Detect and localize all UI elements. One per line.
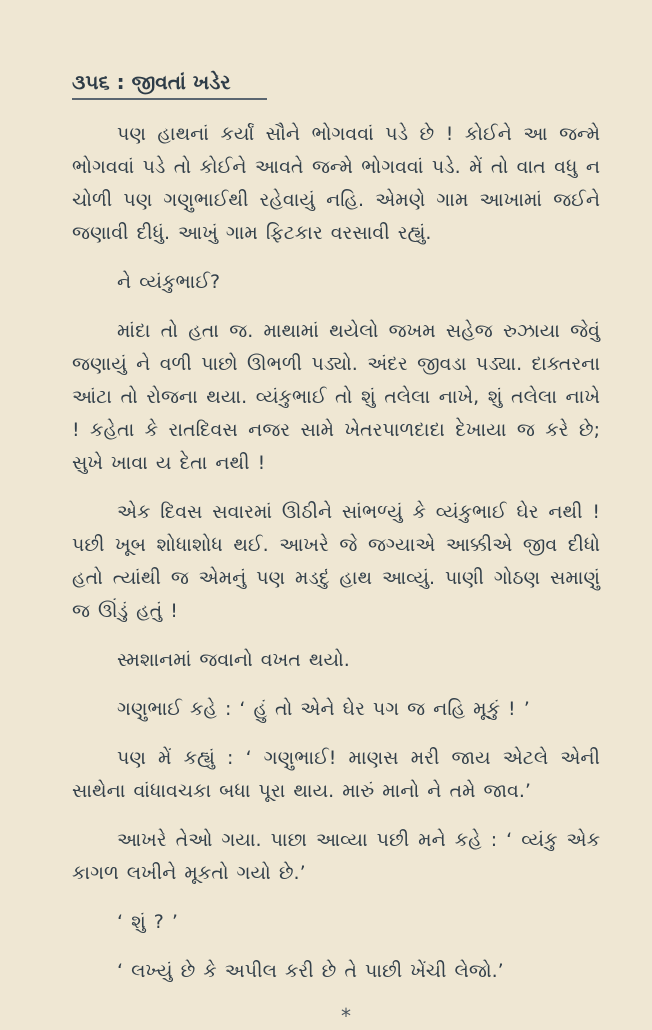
page-body	[72, 118, 600, 988]
paragraph-1: પણ હાથનાં કર્યાં સૌને ભોગવવાં પડે છે ! કોઈને આ જન્મે ભોગવવાં પડે તો કોઈને આવતે જન્મે ભોગવવાં પડે. મેં તો વાત વધુ ન ચોળી પણ ગણુભાઈથી રહેવાયું નહિ. એમણે ગામ આખામાં જઈને જણાવી દીધું. આખું ગામ ફિટકાર વરસાવી રહ્યું.	[72, 123, 600, 244]
paragraph-2: ને વ્યંકુભાઈ?	[117, 271, 221, 293]
section-separator: *	[341, 1004, 351, 1028]
paragraph-4: એક દિવસ સવારમાં ઊઠીને સાંભળ્યું કે વ્યંકુભાઈ ઘેર નથી ! પછી ખૂબ શોધાશોધ થઈ. આખરે જે જગ્યાએ આક્કીએ જીવ દીધો હતો ત્યાંથી જ એમનું પણ મડદું હાથ આવ્યું. પાણી ગોઠણ સમાણું જ ઊંડું હતું !	[72, 501, 600, 622]
header-underline	[72, 98, 267, 100]
paragraph-3: માંદા તો હતા જ. માથામાં થયેલો જખમ સહેજ રુઝાયા જેવું જણાયું ને વળી પાછો ઊભળી પડ્યો. અંદર જીવડા પડ્યા. દાક્તરના આંટા તો રોજના થયા. વ્યંકુભાઈ તો શું તલેલા નાખે, શું તલેલા નાખે ! કહેતા કે રાતદિવસ નજર સામે ખેતરપાળદાદા દેખાયા જ કરે છે; સુખે ખાવા ય દેતા નથી !	[72, 320, 600, 474]
paragraph-7: પણ મેં કહ્યું : ‘ ગણુભાઈ! માણસ મરી જાય એટલે એની સાથેના વાંધાવચકા બધા પૂરા થાય. મારું માનો ને તમે જાવ.’	[72, 747, 600, 802]
paragraph-10: ‘ લખ્યું છે કે અપીલ કરી છે તે પાછી ખેંચી લેજો.’	[117, 960, 504, 982]
paragraph-9: ‘ શું ? ’	[117, 911, 178, 933]
paragraph-6: ગણુભાઈ કહે : ‘ હું તો એને ઘેર પગ જ નહિ મૂકું ! ’	[117, 698, 530, 720]
paragraph-8: આખરે તેઓ ગયા. પાછા આવ્યા પછી મને કહે : ‘ વ્યંકુ એક કાગળ લખીને મૂકતો ગયો છે.’	[72, 829, 600, 884]
paragraph-5: સ્મશાનમાં જવાનો વખત થયો.	[117, 649, 350, 671]
page-header: ૩૫૬ : જીવતાં ખડેર	[72, 70, 231, 94]
